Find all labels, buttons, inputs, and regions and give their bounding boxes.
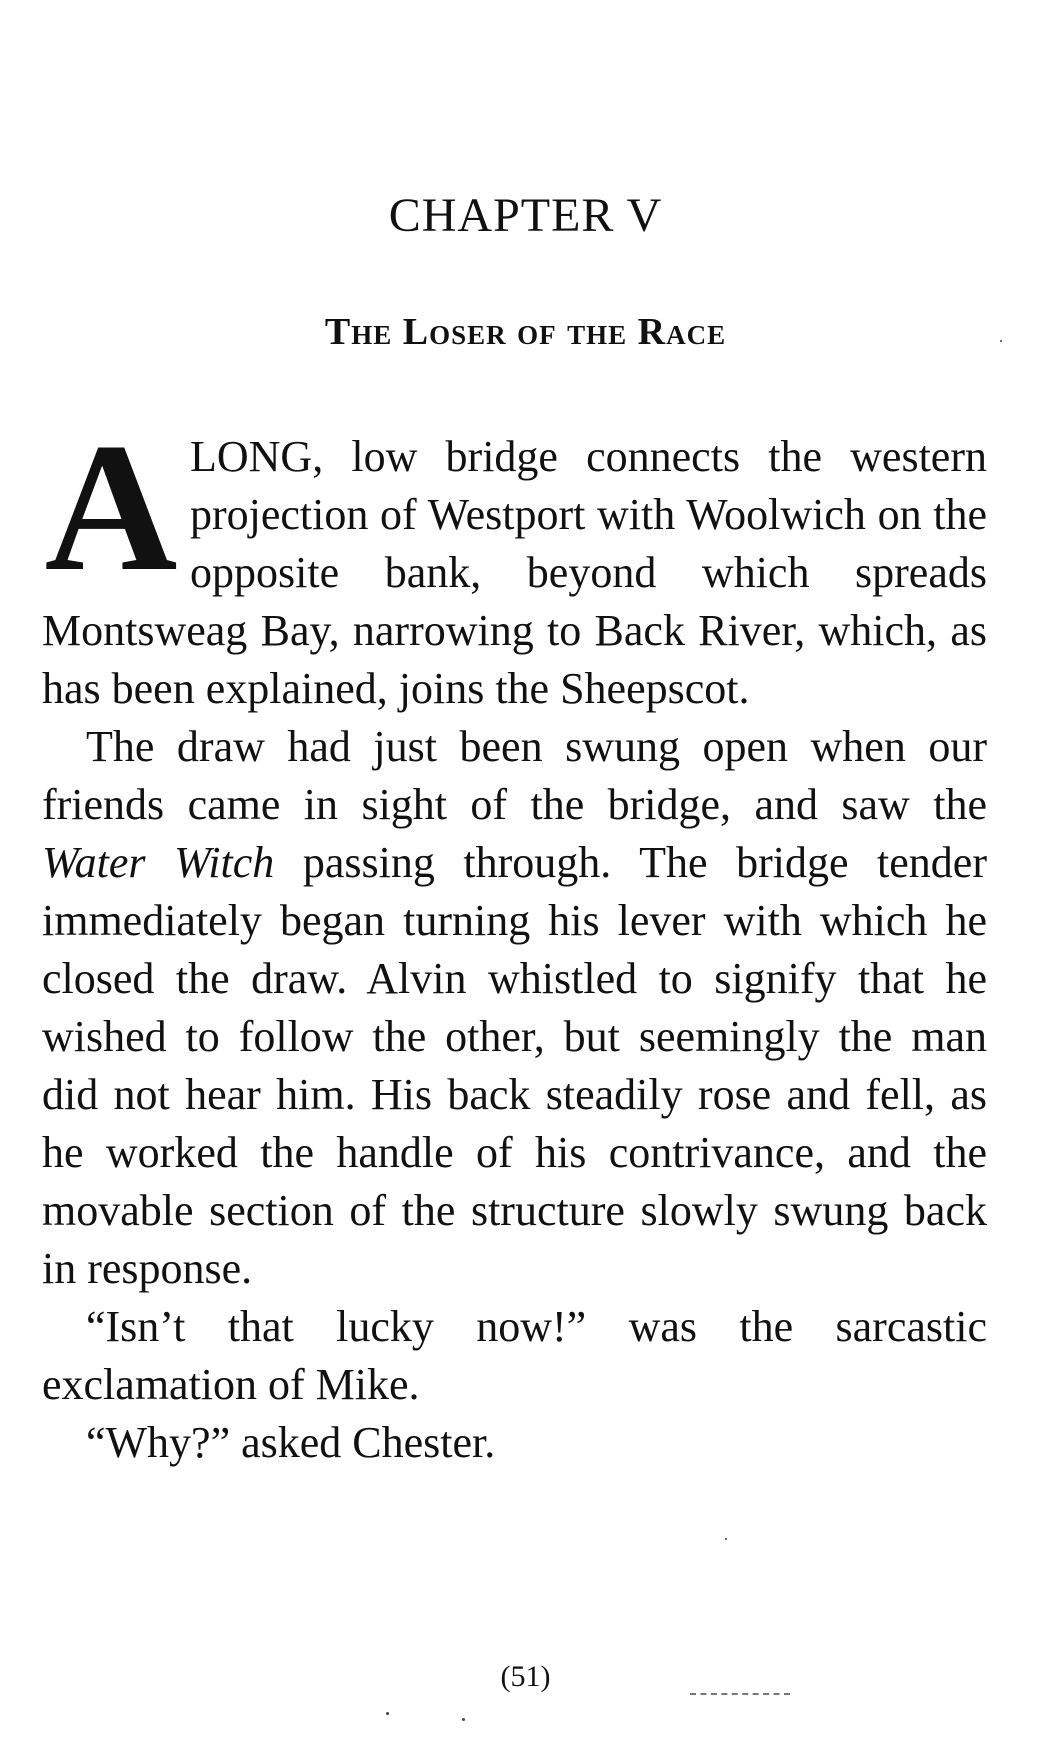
paragraph-2-text-end: passing through. The bridge tender immediately began turning his lever with which he closed the draw. Alvin whistled to signify that he wished to follow the other, but seemingly the man did not hear him. His back steadily rose and fell, as he worked the handle of his contrivance, and the movable section of the structure slowly swung back in response. (42, 838, 987, 1293)
page-number: (51) (500, 1660, 551, 1693)
chapter-body (42, 405, 987, 1472)
scan-speck (462, 1718, 465, 1721)
scan-artifact-dashes (690, 1693, 790, 1695)
chapter-title: The Loser of the Race (324, 311, 727, 353)
boat-name: Water Witch (42, 838, 275, 887)
scan-speck (1000, 340, 1002, 342)
paragraph-3 (42, 1298, 987, 1414)
chapter-heading: CHAPTER V (388, 189, 663, 242)
scan-speck (725, 1538, 727, 1540)
paragraph-2 (42, 718, 987, 1298)
paragraph-3-text: “Isn’t that lucky now!” was the sarcastic exclamation of Mike. (42, 1302, 987, 1409)
scan-speck (386, 1712, 389, 1715)
paragraph-4-text: “Why?” asked Chester. (86, 1418, 496, 1467)
paragraph-1-text: LONG, low bridge connects the western projection of Westport with Woolwich on the opposite bank, beyond which spreads Montsweag Bay, narrowing to Back River, which, as has been explained, joins the Sheepscot. (42, 432, 987, 713)
paragraph-1 (42, 405, 987, 718)
paragraph-2-text-start: The draw had just been swung open when our friends came in sight of the bridge, and saw the (42, 722, 987, 829)
paragraph-4 (42, 1414, 987, 1472)
drop-cap: A (44, 405, 178, 609)
